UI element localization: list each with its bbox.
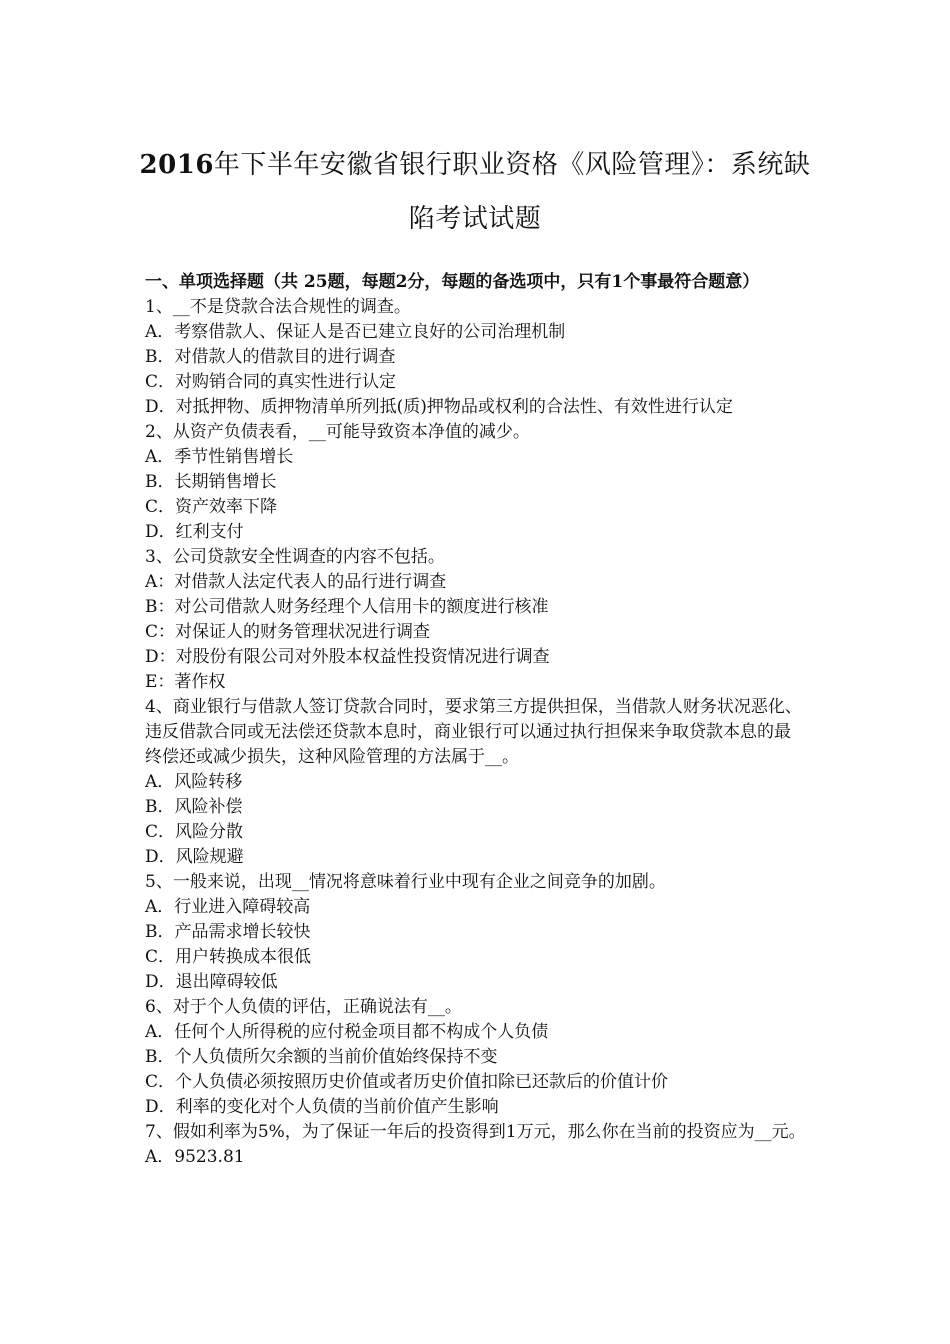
question-stem: 6、对于个人负债的评估，正确说法有__。 <box>145 997 462 1017</box>
document-body <box>145 270 807 1170</box>
option-c: C：对保证人的财务管理状况进行调查 <box>145 622 431 642</box>
document-title <box>120 138 830 246</box>
option-b: B．对借款人的借款目的进行调查 <box>145 347 396 367</box>
question-stem: 5、一般来说，出现__情况将意味着行业中现有企业之间竞争的加剧。 <box>145 872 666 892</box>
question-stem: 4、商业银行与借款人签订贷款合同时，要求第三方提供担保，当借款人财务状况恶化、违反借款合同或无法偿还贷款本息时，商业银行可以通过执行担保来争取贷款本息的最终偿还或减少损失，这种风险管理的方法属于__。 <box>145 697 802 767</box>
option-a: A．风险转移 <box>145 772 243 792</box>
question-stem: 7、假如利率为5%，为了保证一年后的投资得到1万元，那么你在当前的投资应为__元。 <box>145 1122 806 1142</box>
question-7 <box>145 1120 807 1170</box>
option-c: C．个人负债必须按照历史价值或者历史价值扣除已还款后的价值计价 <box>145 1072 669 1092</box>
option-d: D：对股份有限公司对外股本权益性投资情况进行调查 <box>145 647 550 667</box>
option-a: A．考察借款人、保证人是否已建立良好的公司治理机制 <box>145 322 566 342</box>
option-a: A：对借款人法定代表人的品行进行调查 <box>145 572 447 592</box>
option-a: A．行业进入障碍较高 <box>145 897 311 917</box>
option-c: C．用户转换成本很低 <box>145 947 312 967</box>
option-b: B：对公司借款人财务经理个人信用卡的额度进行核准 <box>145 597 549 617</box>
question-stem: 2、从资产负债表看，__可能导致资本净值的减少。 <box>145 422 530 442</box>
option-d: D．退出障碍较低 <box>145 972 278 992</box>
question-6 <box>145 995 807 1120</box>
option-c: C．风险分散 <box>145 822 244 842</box>
option-b: B．个人负债所欠余额的当前价值始终保持不变 <box>145 1047 498 1067</box>
title-year: 2016 <box>139 150 214 180</box>
question-5 <box>145 870 807 995</box>
option-d: D．红利支付 <box>145 522 244 542</box>
title-line2: 陷考试试题 <box>408 204 542 234</box>
question-stem: 3、公司贷款安全性调查的内容不包括。 <box>145 547 445 567</box>
option-c: C．对购销合同的真实性进行认定 <box>145 372 397 392</box>
option-c: C．资产效率下降 <box>145 497 278 517</box>
question-3 <box>145 545 807 695</box>
option-b: B．产品需求增长较快 <box>145 922 311 942</box>
question-stem: 1、__不是贷款合法合规性的调查。 <box>145 297 411 317</box>
title-line1-rest: 年下半年安徽省银行职业资格《风险管理》：系统缺 <box>213 150 811 180</box>
option-b: B．风险补偿 <box>145 797 243 817</box>
question-1 <box>145 295 807 420</box>
section-heading: 一、单项选择题（共 25题，每题2分，每题的备选项中，只有1个事最符合题意） <box>145 272 760 292</box>
option-a: A．季节性销售增长 <box>145 447 294 467</box>
option-d: D．利率的变化对个人负债的当前价值产生影响 <box>145 1097 499 1117</box>
option-e: E：著作权 <box>145 672 226 692</box>
option-d: D．风险规避 <box>145 847 244 867</box>
question-2 <box>145 420 807 545</box>
option-a: A．9523.81 <box>145 1147 245 1167</box>
option-a: A．任何个人所得税的应付税金项目都不构成个人负债 <box>145 1022 549 1042</box>
question-4 <box>145 695 807 870</box>
option-b: B．长期销售增长 <box>145 472 277 492</box>
option-d: D．对抵押物、质押物清单所列抵(质)押物品或权利的合法性、有效性进行认定 <box>145 397 733 417</box>
